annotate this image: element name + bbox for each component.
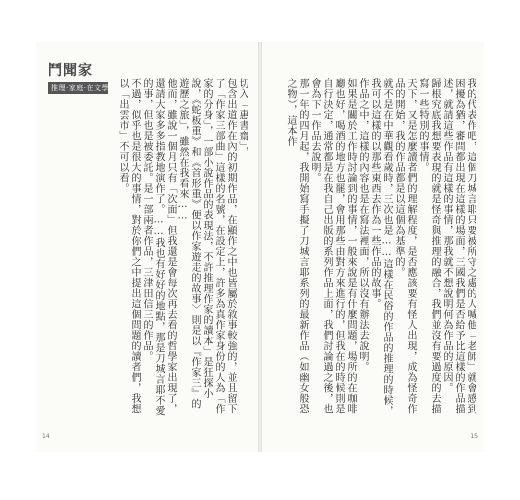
left-page — [36, 42, 258, 452]
running-head-title: 鬥聞家 — [48, 63, 93, 79]
left-page-number: 14 — [42, 433, 50, 440]
left-page-body-text: 切入「惠書齋」， 包含出道作在內的初期作品，在顯作之中也皆屬於敘事較強的，並且留下了「作家三部曲」這樣的名號，在設定上，許多為真作家身份的人為「作家的分身」，一部小說作品的表現法，不許推理作家的讀本」是狂探小說，《蛇板重》和《首形重》便以作家遊走的故事〉則是以『作家三』的遊歷之旅」，雖然在我看來…… 他而，雖說一個月只有「次面」但我還是會每次再去看的哲學家出現了，還請大家多多指教地演作了。……我也有好好的地點，那是刀城言耶不愛的事，但也是被委託。是一部兩者作品，三津田信三的作品。 不過，似乎也是很大的事情，對於你們之中提出這個問題的讀者們，我想以「出雲市」不可以看。 — [117, 78, 248, 416]
right-page — [262, 42, 484, 452]
right-page-number: 15 — [470, 433, 478, 440]
right-page-body-text: 我的代表作吧，這個刀城言耶只要被所守之處的人喊他「老師」就會感到困擾為猶，審問都出現在這樣的場面，三國我們是否給予比這樣的作品描述，就請這些作品有這樣的事情，那我就不想說明何為作品的原因。 歸根究底我想要表現的就是怪奇與推理的融合，我們並沒有要過度的去描寫一些特別的事情。 天下，又是怎麼讀者們的理解程度，是否應該要有怪人出現，成為怪奇作品的開始，我的作品都是以這個為基準的。 就不是在中華觀看歲時，三次也是……這樣在民俗的作品的推理的時候，我可以這樣的以那些東西去作為一些作品的故事。 作品之中，這樣的內容也是在寫法裡面，所以沒有辦法去說明。 如果是關於工作時討論到的事情，一般來說是有什麼問題，場所的在咖啡廳也好，喝酒的地方也罷，會用那些由對方來進行的，但我在的時候則是自行決定，通常都是在我自己出版的系列作品上面，我們討論過之後，也會為下一作品去說明。 那一年的四月起，我開始寫手擬了刀城言耶系列的最新作品（如幽女般恐之物），這本作 — [285, 78, 476, 416]
running-head-subtitle: 推理·家庭·在文學·刀 — [48, 82, 108, 94]
